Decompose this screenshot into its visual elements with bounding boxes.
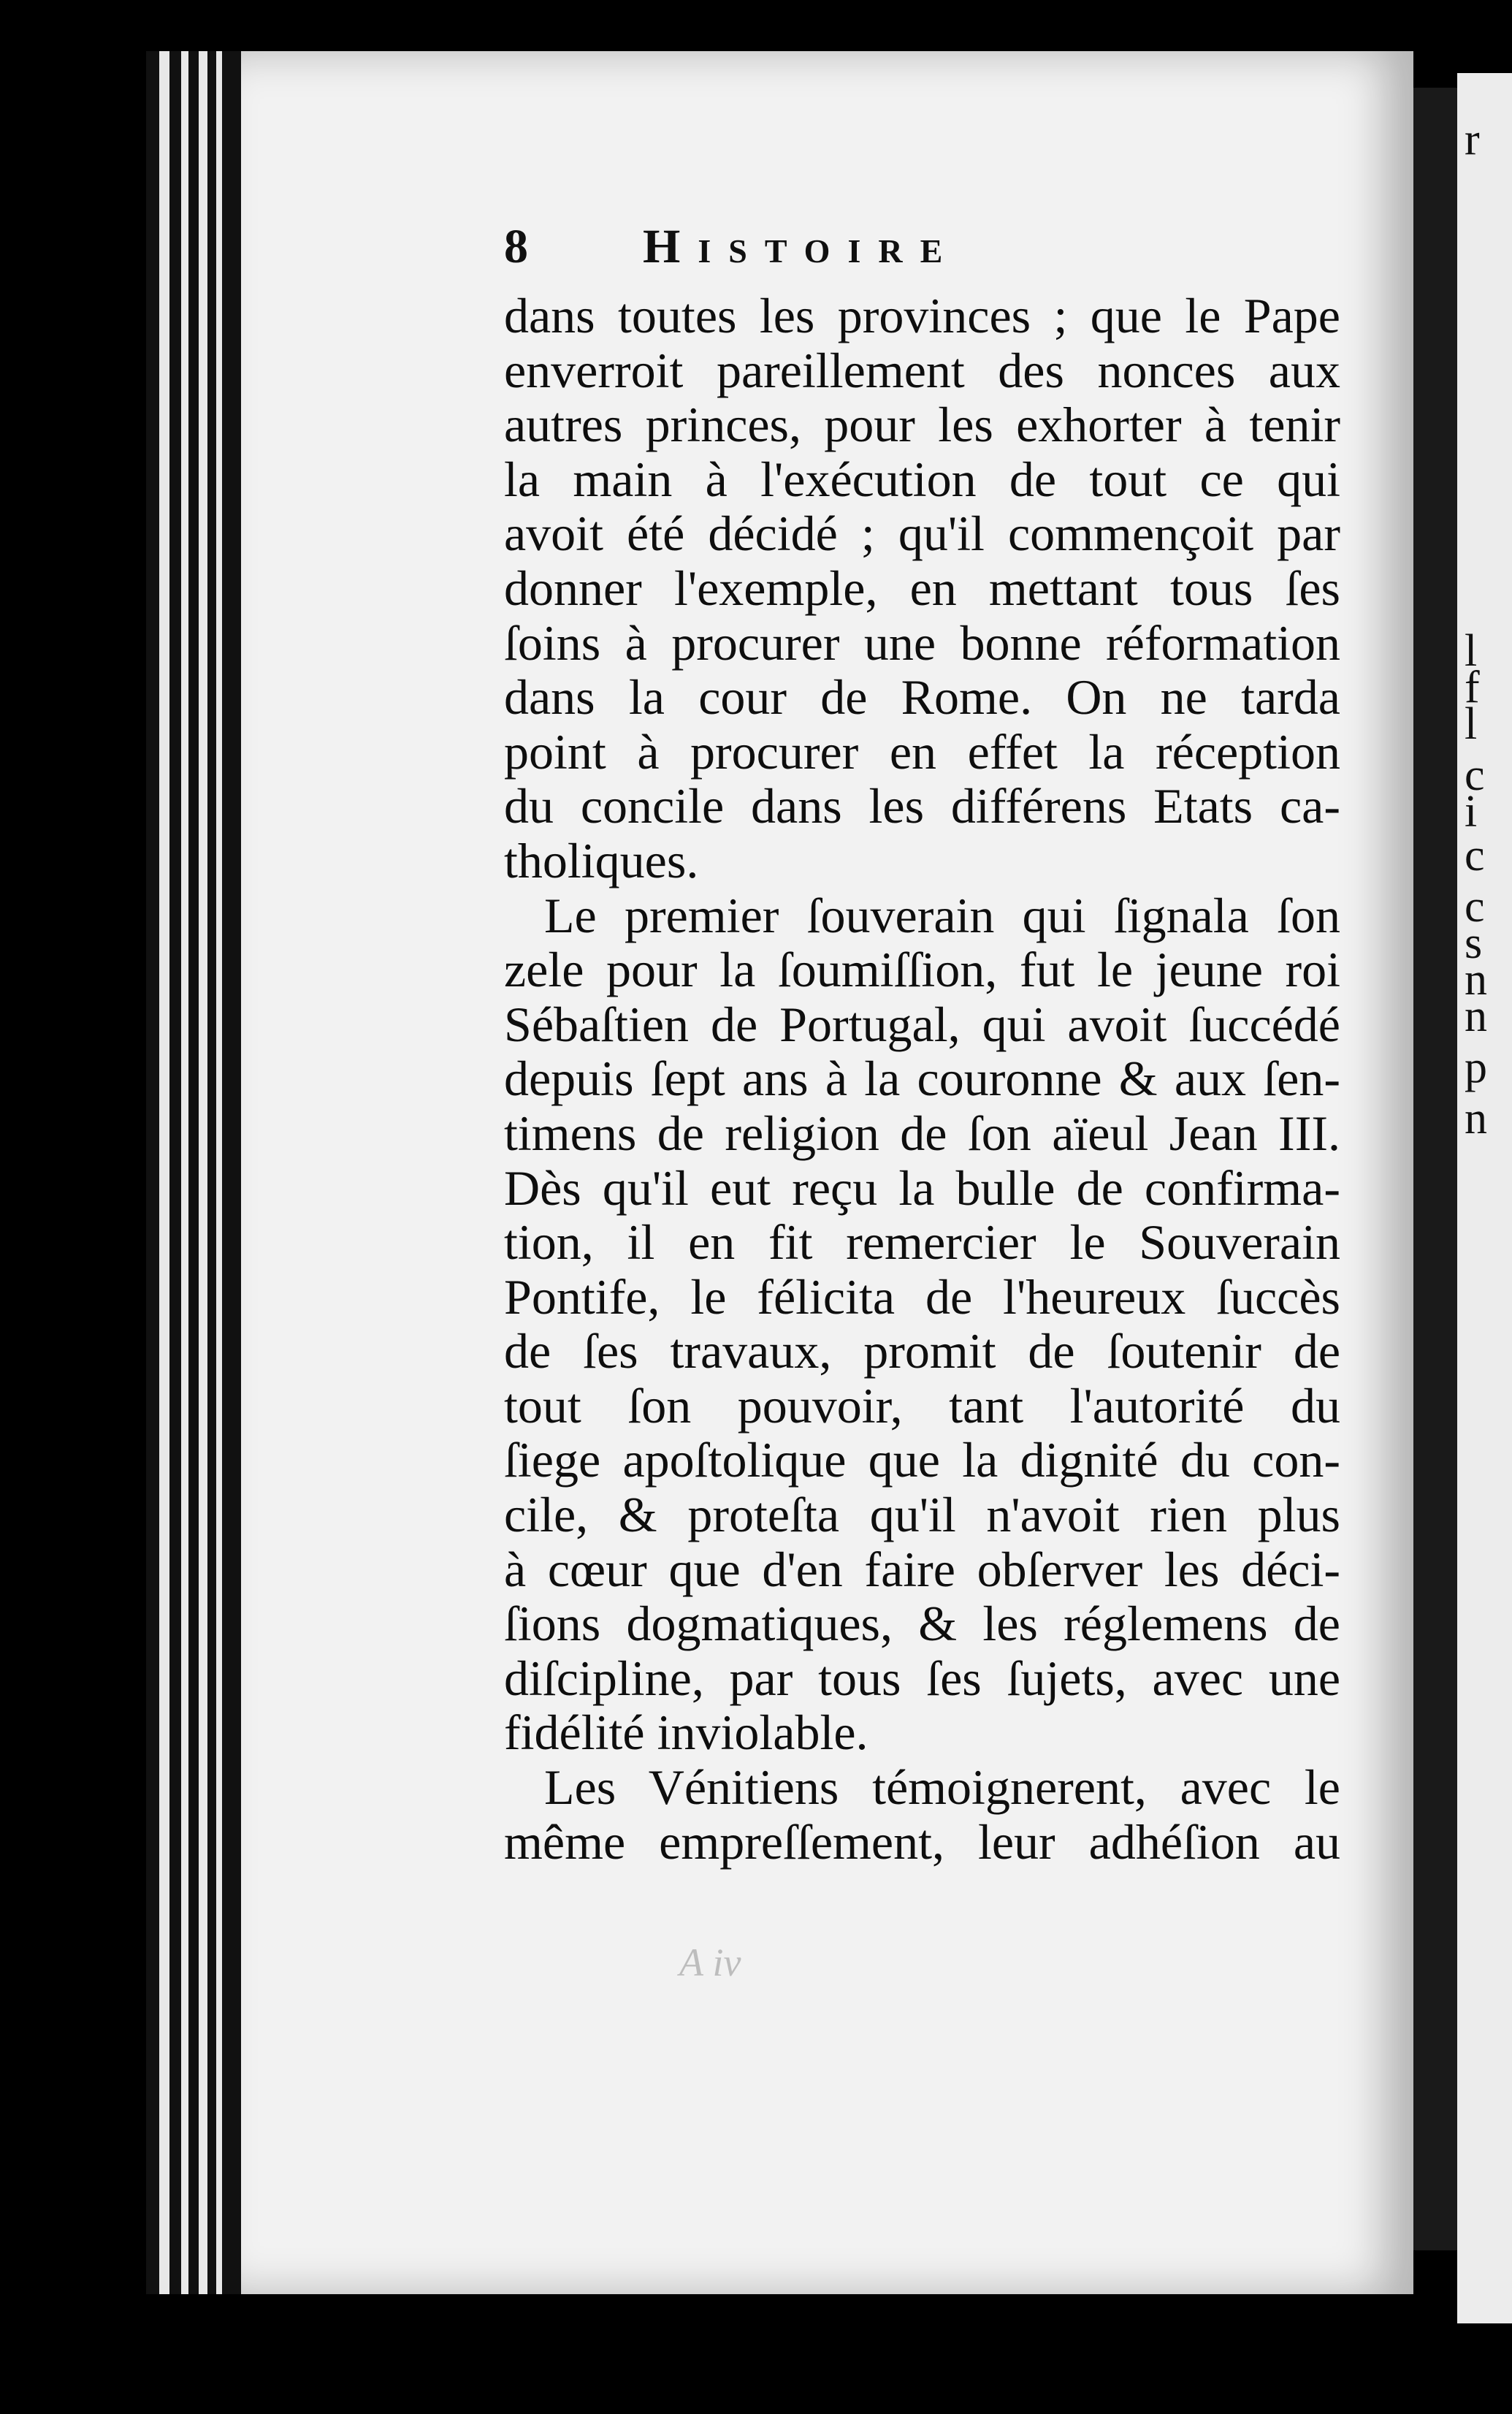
text-line: zele pour la ſoumiſſion, fut le jeune roi — [504, 942, 1340, 998]
text-line: ſoins à procurer une bonne réformation — [504, 614, 1340, 671]
text-line: avoit été décidé ; qu'il commençoit par — [504, 506, 1340, 562]
text-line: Sébaſtien de Portugal, qui avoit ſuccédé — [504, 996, 1340, 1052]
text-line: diſcipline, par tous ſes ſujets, avec une — [504, 1650, 1340, 1706]
page-gutter — [1413, 88, 1457, 2250]
text-line: autres princes, pour les exhorter à tenir — [504, 397, 1340, 453]
text-line: dans toutes les provinces ; que le Pape — [504, 288, 1340, 343]
binding-stripe — [181, 51, 188, 2294]
adjacent-page-letter: l — [1465, 626, 1478, 676]
binding-stripe — [199, 51, 207, 2294]
text-line: Pontife, le félicita de l'heureux ſuccès — [504, 1268, 1340, 1325]
page-number: 8 — [504, 220, 528, 273]
text-line: point à procurer en effet la réception — [504, 723, 1340, 780]
signature-mark: A iv — [679, 1941, 741, 1984]
text-line: même empreſſement, leur adhéſion au — [504, 1813, 1340, 1870]
running-title: Histoire — [643, 220, 961, 273]
adjacent-page-letter: n — [1465, 991, 1487, 1041]
text-line: tion, il en fit remercier le Souverain — [504, 1214, 1340, 1271]
adjacent-page-letter: c — [1465, 882, 1485, 932]
text-line: dans la cour de Rome. On ne tarda — [504, 669, 1340, 726]
text-line: enverroit pareillement des nonces aux — [504, 342, 1340, 398]
text-line: depuis ſept ans à la couronne & aux ſen- — [504, 1051, 1340, 1107]
adjacent-page-edge — [1457, 73, 1512, 2323]
adjacent-page-letter: p — [1465, 1043, 1487, 1092]
adjacent-page-letter: n — [1465, 955, 1487, 1005]
binding-stripe — [159, 51, 169, 2294]
body-text — [504, 289, 1340, 1869]
adjacent-page-letter: r — [1465, 115, 1480, 164]
text-line: Dès qu'il eut reçu la bulle de confirma- — [504, 1160, 1340, 1216]
adjacent-page-letter: f — [1465, 663, 1480, 712]
text-line: tout ſon pouvoir, tant l'autorité du — [504, 1377, 1340, 1433]
text-line: cile, & proteſta qu'il n'avoit rien plus — [504, 1487, 1340, 1543]
adjacent-page-letter: n — [1465, 1094, 1487, 1143]
text-line: donner l'exemple, en mettant tous ſes — [504, 560, 1340, 616]
adjacent-page-letter: s — [1465, 918, 1483, 968]
book-binding — [146, 51, 241, 2294]
text-line: Les Vénitiens témoignerent, avec le — [544, 1759, 1340, 1816]
adjacent-page-letter: l — [1465, 699, 1478, 749]
running-head — [504, 219, 1205, 278]
text-line: de ſes travaux, promit de ſoutenir de — [504, 1323, 1340, 1379]
text-line: Le premier ſouverain qui ſignala ſon — [544, 887, 1340, 943]
text-line: la main à l'exécution de tout ce qui — [504, 451, 1340, 507]
text-line: ſiege apoſtolique que la dignité du con- — [504, 1432, 1340, 1488]
text-line: timens de religion de ſon aïeul Jean III. — [504, 1105, 1340, 1161]
text-line: tholiques. — [504, 832, 699, 888]
text-line: fidélité inviolable. — [504, 1705, 868, 1761]
binding-stripe — [216, 51, 222, 2294]
text-line: du concile dans les différens Etats ca- — [504, 778, 1340, 834]
text-line: à cœur que d'en faire obſerver les déci- — [504, 1541, 1340, 1597]
adjacent-page-letter: c — [1465, 750, 1485, 800]
adjacent-page-letter: i — [1465, 787, 1478, 837]
adjacent-page-letter: c — [1465, 831, 1485, 880]
text-line: ſions dogmatiques, & les réglemens de — [504, 1596, 1340, 1652]
